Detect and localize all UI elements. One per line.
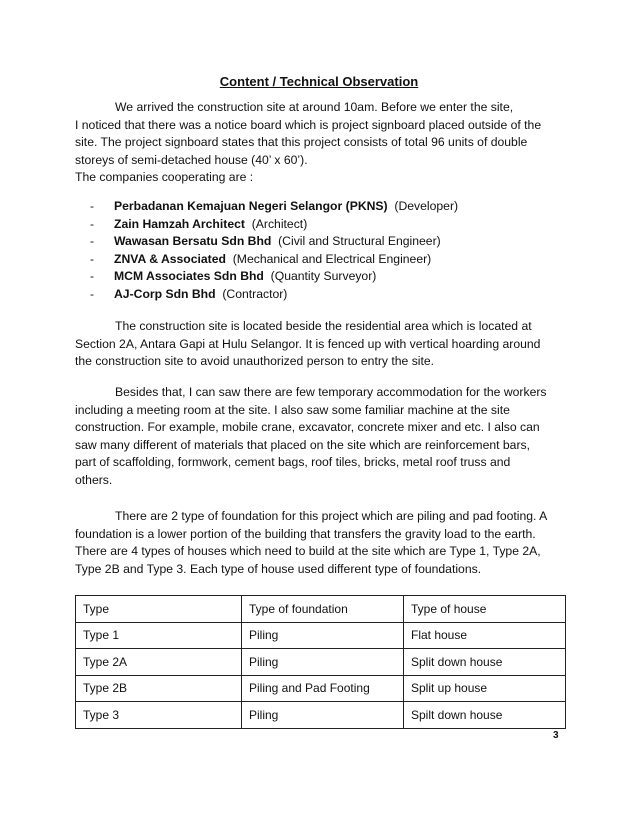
list-dash: - (90, 269, 95, 283)
company-role: (Mechanical and Electrical Engineer) (232, 251, 432, 266)
table-header-row (76, 596, 566, 623)
paragraph-line: Type 2B and Type 3. Each type of house used different type of foundations. (75, 561, 482, 576)
paragraph-location (75, 318, 565, 371)
table-cell: Split down house (404, 649, 566, 676)
table-cell: Split up house (404, 675, 566, 702)
table-cell: Flat house (404, 622, 566, 649)
list-dash: - (90, 234, 95, 248)
table-row (76, 702, 566, 729)
list-item (90, 198, 458, 216)
table-header-cell: Type of foundation (242, 596, 404, 623)
company-name: Zain Hamzah Architect (114, 216, 245, 231)
company-role: (Quantity Surveyor) (270, 269, 377, 283)
table-row (76, 649, 566, 676)
foundation-table (75, 595, 566, 729)
table-cell: Type 1 (76, 622, 242, 649)
company-role: (Developer) (394, 199, 459, 213)
page-title: Content / Technical Observation (219, 74, 419, 89)
paragraph-line: Besides that, I can saw there are few temporary accommodation for the workers (115, 385, 547, 399)
company-role: (Architect) (251, 216, 308, 231)
paragraph-line: part of scaffolding, formwork, cement bags, roof tiles, bricks, metal roof truss and (75, 455, 511, 469)
paragraph-line: saw many different of materials that placed on the site which are reinforcement bars, (75, 437, 531, 452)
company-role: (Contractor) (222, 286, 288, 301)
table-cell: Type 3 (76, 702, 242, 729)
table-cell: Piling (242, 622, 404, 649)
paragraph-line: The construction site is located beside the residential area which is located at (115, 319, 532, 333)
table-cell: Type 2A (76, 649, 242, 676)
paragraph-line: storeys of semi-detached house (40’ x 60’). (75, 152, 308, 167)
table-cell: Piling (242, 649, 404, 676)
list-item (90, 216, 458, 234)
list-dash: - (90, 251, 95, 266)
company-name: Wawasan Bersatu Sdn Bhd (114, 234, 272, 248)
table-cell: Piling and Pad Footing (242, 675, 404, 702)
paragraph-line: foundation is a lower portion of the building that transfers the gravity load to the earth. (75, 526, 536, 541)
paragraph-line: There are 2 type of foundation for this project which are piling and pad footing. A (115, 509, 548, 523)
table-header-cell: Type (76, 596, 242, 623)
paragraph-foundation (75, 508, 565, 578)
table-header-cell: Type of house (404, 596, 566, 623)
paragraph-line: construction. For example, mobile crane, excavator, concrete mixer and etc. I also can (75, 420, 540, 434)
paragraph-line: The companies cooperating are : (75, 170, 254, 184)
paragraph-line: including a meeting room at the site. I also saw some familiar machine at the site (75, 402, 510, 417)
table-cell: Type 2B (76, 675, 242, 702)
paragraph-line: We arrived the construction site at around 10am. Before we enter the site, (115, 100, 514, 114)
paragraph-line: the construction site to avoid unauthorized person to entry the site. (75, 354, 435, 368)
list-item (90, 251, 458, 269)
company-name: ZNVA & Associated (114, 251, 226, 266)
list-dash: - (90, 286, 95, 301)
paragraph-line: I noticed that there was a notice board which is project signboard placed outside of the (75, 117, 542, 132)
page-number: 3 (553, 730, 559, 741)
list-item (90, 233, 458, 251)
table-row (76, 675, 566, 702)
table-cell: Piling (242, 702, 404, 729)
company-name: AJ-Corp Sdn Bhd (114, 286, 216, 301)
table-row (76, 622, 566, 649)
list-item (90, 268, 458, 286)
company-role: (Civil and Structural Engineer) (278, 234, 441, 248)
list-dash: - (90, 199, 95, 213)
list-dash: - (90, 216, 95, 231)
paragraph-line: Section 2A, Antara Gapi at Hulu Selangor. It is fenced up with vertical hoarding around (75, 336, 541, 351)
table-cell: Spilt down house (404, 702, 566, 729)
companies-list (90, 198, 458, 303)
paragraph-line: others. (75, 472, 113, 487)
company-name: MCM Associates Sdn Bhd (114, 269, 264, 283)
paragraph-line: site. The project signboard states that this project consists of total 96 units of double (75, 135, 528, 149)
paragraph-line: There are 4 types of houses which need to build at the site which are Type 1, Type 2A, (75, 544, 541, 558)
paragraph-intro (75, 99, 565, 187)
list-item (90, 286, 458, 304)
company-name: Perbadanan Kemajuan Negeri Selangor (PKNS) (114, 199, 388, 213)
paragraph-facilities (75, 384, 565, 489)
